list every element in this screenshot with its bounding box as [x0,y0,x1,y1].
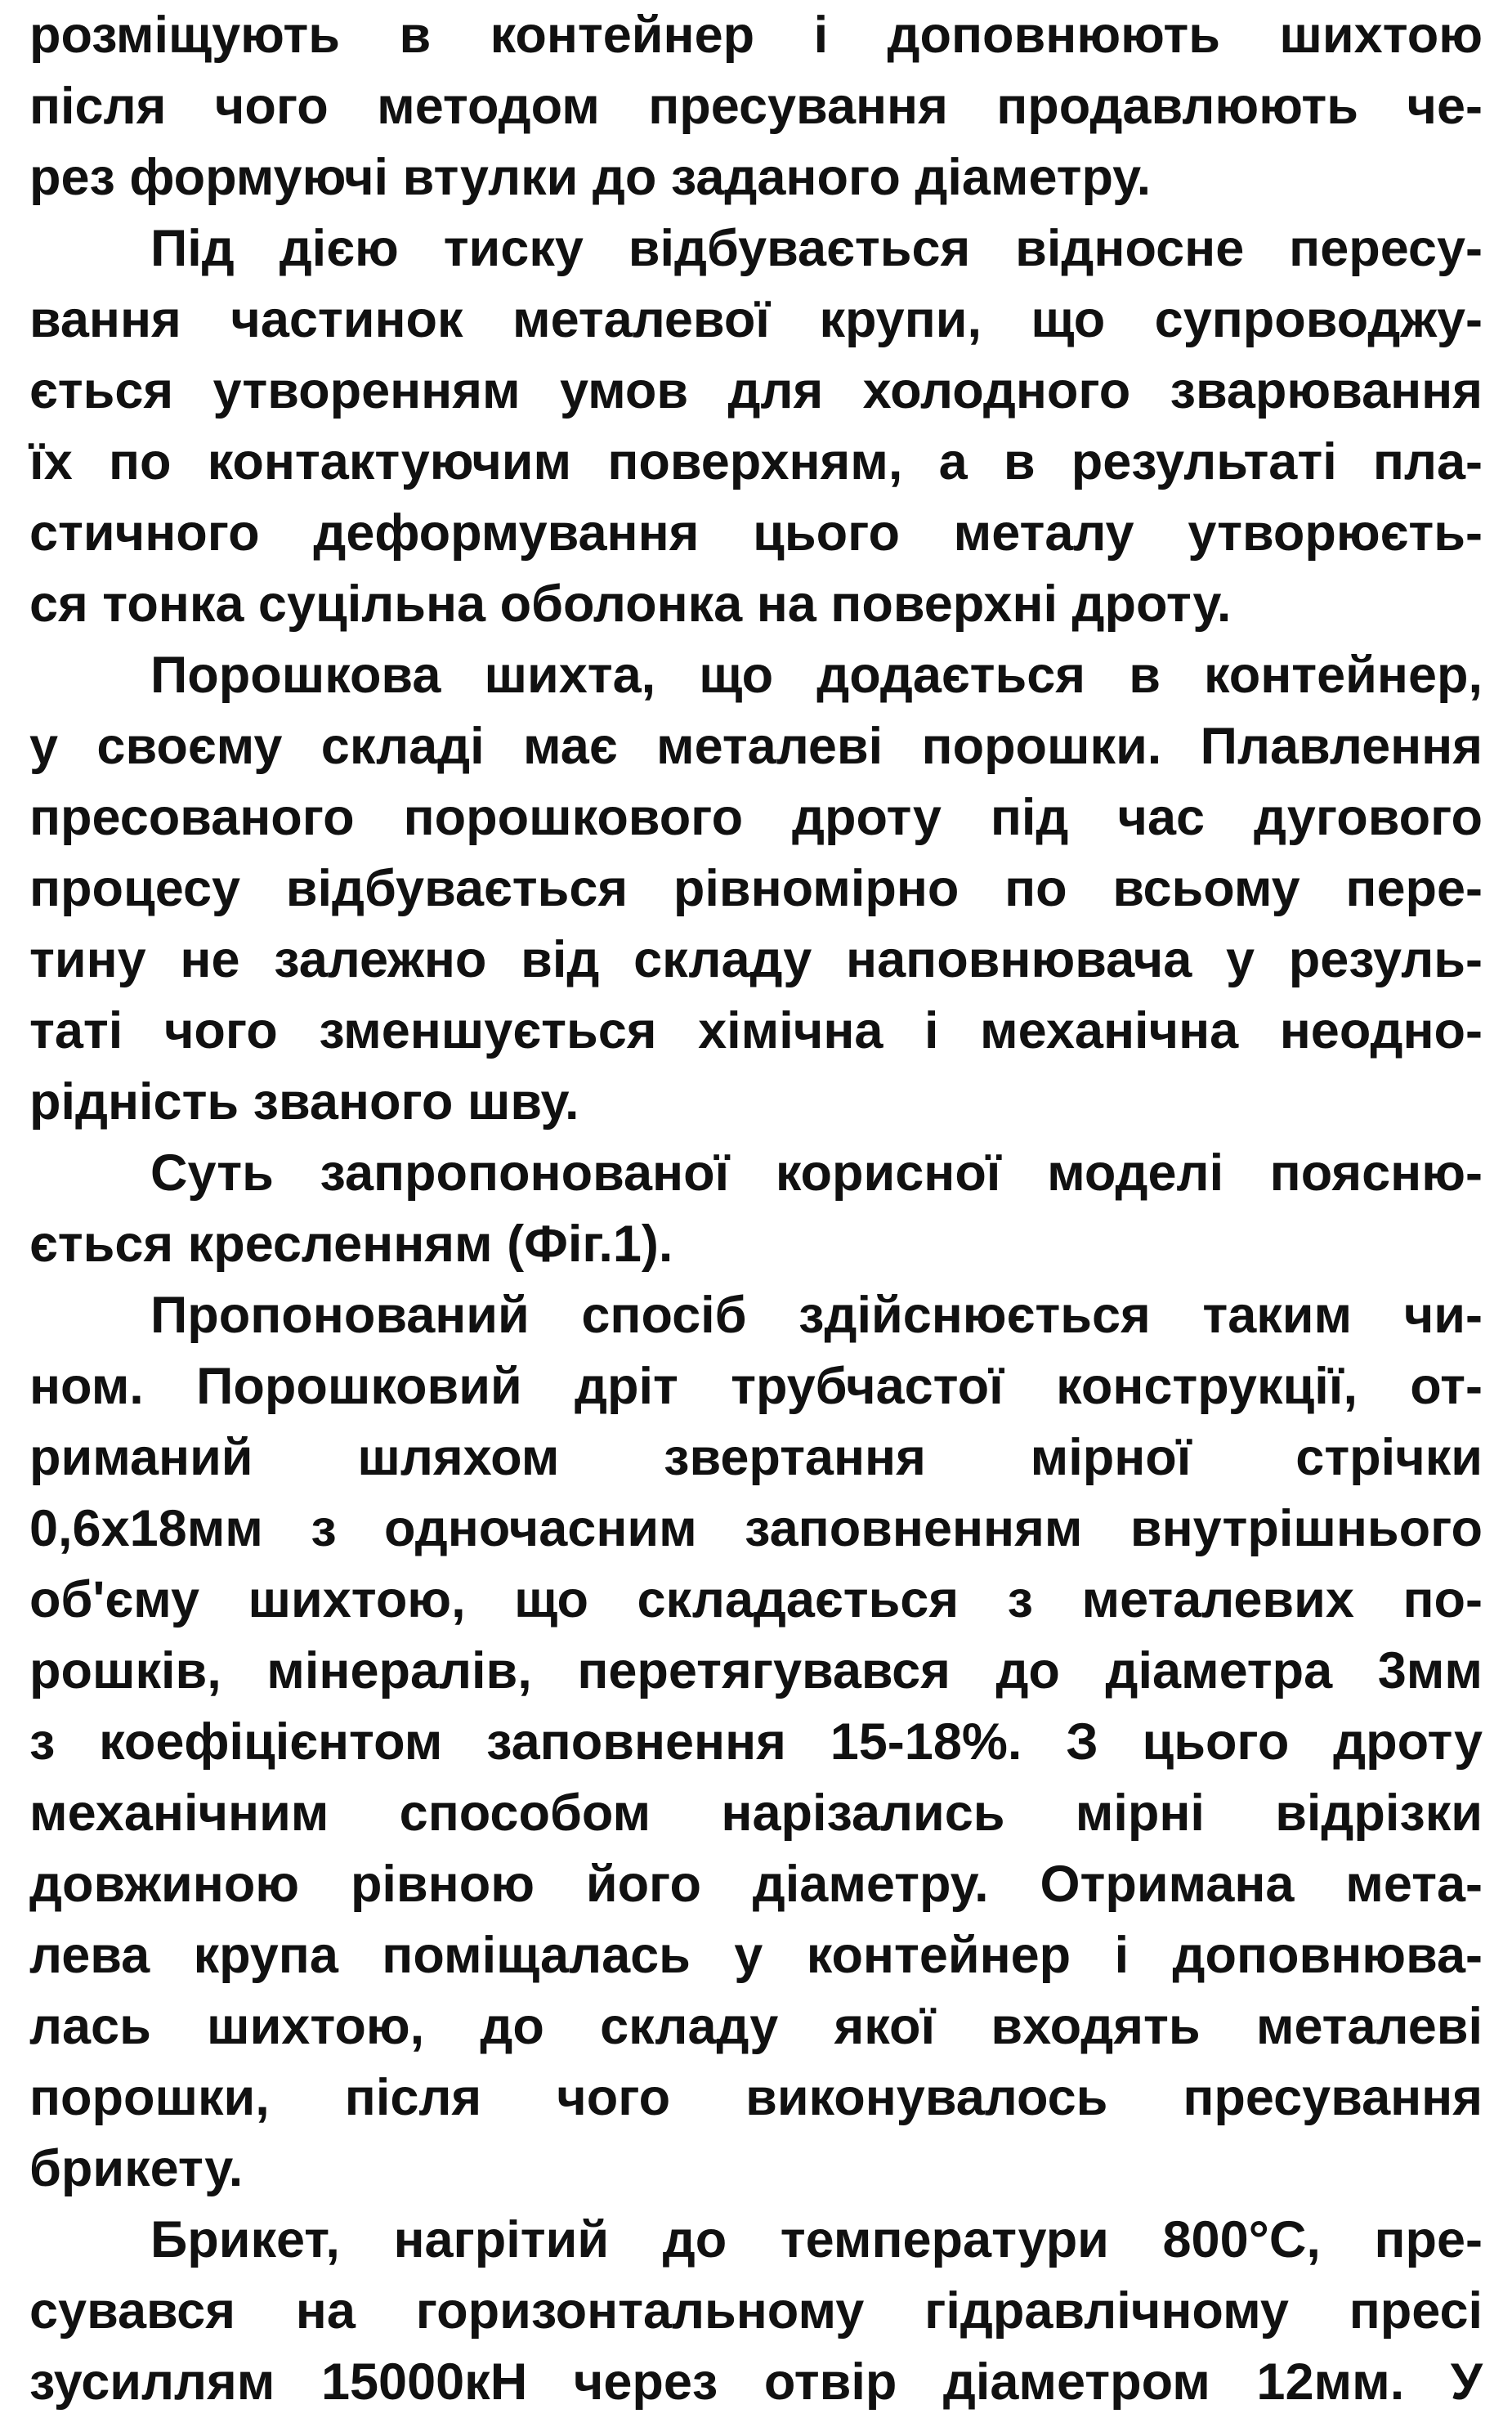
text-line: Брикет, нагрітий до температури 800°С, пре- [150,2211,1483,2268]
text-line: 0,6х18мм з одночасним заповненням внутрішнього [29,1500,1483,1557]
paragraph-6 [29,2205,1483,2418]
text-line: таті чого зменшується хімічна і механічна неодно- [29,1002,1483,1059]
document-page [29,0,1483,2418]
text-line: процесу відбувається рівномірно по всьому пере- [29,860,1483,917]
text-line: ється кресленням (Фіг.1). [29,1216,673,1273]
text-line: ном. Порошковий дріт трубчастої конструкції, от- [29,1358,1483,1415]
text-line: після чого методом пресування продавлюють че- [29,78,1483,135]
paragraph-1 [29,0,1483,213]
text-line: розміщують в контейнер і доповнюють шихтою [29,7,1483,64]
text-line: сувався на горизонтальному гідравлічному пресі [29,2282,1483,2340]
text-line: рез формуючі втулки до заданого діаметру. [29,149,1152,206]
text-line: риманий шляхом звертання мірної стрічки [29,1429,1483,1486]
text-line: порошки, після чого виконувалось пресування [29,2069,1483,2126]
text-line: вання частинок металевої крупи, що супроводжу- [29,291,1483,348]
text-line: довжиною рівною його діаметру. Отримана мета- [29,1856,1483,1913]
text-line: з коефіцієнтом заповнення 15-18%. З цього дроту [29,1713,1483,1771]
text-line: Суть запропонованої корисної моделі поясню- [150,1144,1483,1202]
paragraph-4 [29,1138,1483,1280]
text-line: об'єму шихтою, що складається з металевих по- [29,1571,1483,1628]
text-line: пресованого порошкового дроту під час дугового [29,789,1483,846]
text-line: лась шихтою, до складу якої входять металеві [29,1998,1483,2055]
paragraph-3 [29,640,1483,1138]
text-line: зусиллям 15000кН через отвір діаметром 12мм. У [29,2353,1483,2411]
text-line: у своєму складі має металеві порошки. Плавлення [29,718,1483,775]
text-line: ється утворенням умов для холодного зварювання [29,362,1483,419]
text-line: Під дією тиску відбувається відносне пересу- [150,220,1483,277]
text-line: лева крупа поміщалась у контейнер і доповнюва- [29,1927,1483,1984]
paragraph-2 [29,213,1483,640]
text-line: Пропонований спосіб здійснюється таким чи- [150,1287,1483,1344]
text-line: рідність званого шву. [29,1073,579,1131]
text-line: механічним способом нарізались мірні відрізки [29,1784,1483,1842]
paragraph-5 [29,1280,1483,2205]
text-line: їх по контактуючим поверхням, а в результаті пла- [29,433,1483,490]
text-line: ся тонка суцільна оболонка на поверхні дроту. [29,575,1232,633]
text-line: рошків, мінералів, перетягувався до діаметра 3мм [29,1642,1483,1699]
text-line: тину не залежно від складу наповнювача у резуль- [29,931,1483,988]
text-line: брикету. [29,2140,244,2197]
text-line: стичного деформування цього металу утворюєть- [29,504,1483,562]
text-line: Порошкова шихта, що додається в контейнер, [150,647,1483,704]
